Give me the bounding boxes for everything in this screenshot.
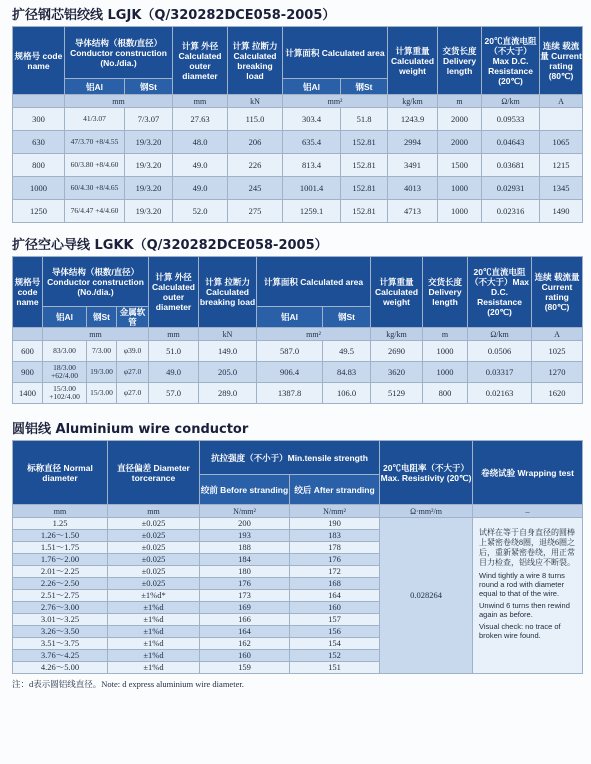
lgjk-header-outer: 计算 外径 Calculated outer diameter	[173, 27, 228, 95]
cell-code: 1400	[13, 383, 43, 404]
unit-cell: Ω/km	[482, 95, 540, 108]
lgkk-table	[12, 256, 583, 404]
cell-diameter: 3.76～4.25	[13, 650, 108, 662]
cell-area-st: 152.81	[341, 200, 388, 223]
cell-code: 900	[13, 362, 43, 383]
cell-code: 1250	[13, 200, 65, 223]
cell-resistance: 0.02163	[468, 383, 532, 404]
unit-cell: Ω·mm²/m	[380, 505, 473, 518]
unit-cell: A	[540, 95, 583, 108]
cell-after: 152	[290, 650, 380, 662]
cell-area-st: 49.5	[323, 341, 371, 362]
cell-breaking: 226	[228, 154, 283, 177]
cell-current: 1270	[532, 362, 583, 383]
unit-cell: mm	[108, 505, 200, 518]
unit-cell: mm	[149, 328, 199, 341]
cell-area-st: 152.81	[341, 131, 388, 154]
lgkk-header-code: 规格号 code name	[13, 257, 43, 328]
cell-before: 173	[200, 590, 290, 602]
cell-before: 160	[200, 650, 290, 662]
cell-weight: 2690	[371, 341, 423, 362]
unit-cell: mm²	[257, 328, 371, 341]
cell-diameter: 3.01～3.25	[13, 614, 108, 626]
cell-diameter: 2.76～3.00	[13, 602, 108, 614]
lgjk-header-area-al: 铝Al	[283, 79, 341, 95]
cell-after: 176	[290, 554, 380, 566]
cell-st: 7/3.00	[87, 341, 117, 362]
lgkk-header-outer: 计算 外径 Calculated outer diameter	[149, 257, 199, 328]
cell-area-st: 152.81	[341, 154, 388, 177]
lgjk-header-delivery: 交货长度 Delivery length	[438, 27, 482, 95]
cell-before: 166	[200, 614, 290, 626]
cell-area-al: 1387.8	[257, 383, 323, 404]
cell-area-al: 635.4	[283, 131, 341, 154]
cell-area-al: 587.0	[257, 341, 323, 362]
cell-diameter: 1.51～1.75	[13, 542, 108, 554]
cell-after: 164	[290, 590, 380, 602]
lgjk-header-weight: 计算重量 Calculated weight	[388, 27, 438, 95]
cell-tolerance: ±0.025	[108, 566, 200, 578]
lgjk-header-area-st: 钢St	[341, 79, 388, 95]
lgjk-header-resistance: 20℃直流电阻（不大于）Max D.C. Resistance (20℃)	[482, 27, 540, 95]
cell-after: 151	[290, 662, 380, 674]
cell-after: 160	[290, 602, 380, 614]
lgjk-table	[12, 26, 583, 223]
cell-tolerance: ±0.025	[108, 554, 200, 566]
lgkk-header-area-st: 钢St	[323, 307, 371, 328]
cell-al: 60/4.30 +8/4.65	[65, 177, 125, 200]
lgjk-header-st: 钢St	[125, 79, 173, 95]
unit-cell: A	[532, 328, 583, 341]
cell-area-al: 813.4	[283, 154, 341, 177]
cell-outer: 27.63	[173, 108, 228, 131]
cell-resistance: 0.04643	[482, 131, 540, 154]
cell-area-st: 152.81	[341, 177, 388, 200]
cell-outer: 48.0	[173, 131, 228, 154]
table-row	[13, 383, 583, 404]
cell-st: 19/3.20	[125, 154, 173, 177]
unit-cell: Ω/km	[468, 328, 532, 341]
unit-cell	[13, 328, 43, 341]
cell-tolerance: ±1%d	[108, 650, 200, 662]
cell-outer: 49.0	[173, 177, 228, 200]
lgkk-header-delivery: 交货长度 Delivery length	[423, 257, 468, 328]
cell-current: 1065	[540, 131, 583, 154]
lgkk-header-resistance: 20℃直流电阻（不大于）Max D.C. Resistance (20℃)	[468, 257, 532, 328]
table-row	[13, 108, 583, 131]
lgkk-header-area-al: 铝Al	[257, 307, 323, 328]
cell-breaking: 205.0	[199, 362, 257, 383]
cell-outer: 52.0	[173, 200, 228, 223]
cell-weight: 3620	[371, 362, 423, 383]
cell-diameter: 2.01～2.25	[13, 566, 108, 578]
lgjk-header-code: 规格号 code name	[13, 27, 65, 95]
unit-cell: m	[438, 95, 482, 108]
table-row	[13, 341, 583, 362]
cell-after: 157	[290, 614, 380, 626]
unit-cell: N/mm²	[200, 505, 290, 518]
cell-al: 18/3.00 +62/4.00	[43, 362, 87, 383]
cell-after: 183	[290, 530, 380, 542]
cell-weight: 4713	[388, 200, 438, 223]
cell-diameter: 3.51～3.75	[13, 638, 108, 650]
cell-metal: φ27.0	[117, 362, 149, 383]
unit-cell: kN	[199, 328, 257, 341]
cell-code: 600	[13, 341, 43, 362]
cell-breaking: 206	[228, 131, 283, 154]
cell-st: 19/3.20	[125, 177, 173, 200]
cell-st: 19/3.20	[125, 200, 173, 223]
cell-delivery: 1000	[423, 362, 468, 383]
cell-outer: 49.0	[149, 362, 199, 383]
cell-weight: 4013	[388, 177, 438, 200]
cell-area-al: 906.4	[257, 362, 323, 383]
lgkk-header-breaking: 计算 拉断力 Calculated breaking load	[199, 257, 257, 328]
cell-current: 1620	[532, 383, 583, 404]
cell-resistance: 0.03681	[482, 154, 540, 177]
cell-outer: 51.0	[149, 341, 199, 362]
cell-before: 169	[200, 602, 290, 614]
cell-after: 178	[290, 542, 380, 554]
cell-diameter: 2.51～2.75	[13, 590, 108, 602]
cell-tolerance: ±1%d	[108, 602, 200, 614]
cell-tolerance: ±0.025	[108, 530, 200, 542]
cell-resistance: 0.02316	[482, 200, 540, 223]
cell-delivery: 1000	[438, 200, 482, 223]
unit-cell: mm	[65, 95, 173, 108]
cell-delivery: 2000	[438, 108, 482, 131]
unit-cell: kg/km	[371, 328, 423, 341]
lgkk-header-metal: 金属软管	[117, 307, 149, 328]
cell-st: 7/3.07	[125, 108, 173, 131]
cell-current: 1215	[540, 154, 583, 177]
wrapping-note-en-3: Visual check: no trace of broken wire found.	[479, 622, 561, 640]
cell-before: 159	[200, 662, 290, 674]
cell-code: 800	[13, 154, 65, 177]
cell-after: 156	[290, 626, 380, 638]
wrapping-note-en-1: Wind tightly a wire 8 turns round a rod with diameter equal to that of the wire.	[479, 571, 565, 598]
cell-tolerance: ±0.025	[108, 578, 200, 590]
lgkk-header-weight: 计算重量 Calculated weight	[371, 257, 423, 328]
cell-delivery: 2000	[438, 131, 482, 154]
cell-before: 193	[200, 530, 290, 542]
wrapping-note	[473, 518, 583, 674]
unit-cell	[13, 95, 65, 108]
cell-breaking: 289.0	[199, 383, 257, 404]
cell-weight: 3491	[388, 154, 438, 177]
lgjk-header-area: 计算面积 Calculated area	[283, 27, 388, 79]
alwire-header-after: 绞后 After stranding	[290, 475, 380, 505]
cell-tolerance: ±1%d	[108, 662, 200, 674]
cell-before: 162	[200, 638, 290, 650]
lgkk-header-area: 计算面积 Calculated area	[257, 257, 371, 307]
unit-cell: mm	[13, 505, 108, 518]
cell-tolerance: ±0.025	[108, 518, 200, 530]
cell-after: 154	[290, 638, 380, 650]
cell-tolerance: ±1%d	[108, 614, 200, 626]
unit-cell: –	[473, 505, 583, 518]
lgkk-header-al: 铝Al	[43, 307, 87, 328]
cell-st: 15/3.00	[87, 383, 117, 404]
table-row	[13, 154, 583, 177]
cell-al: 60/3.80 +8/4.60	[65, 154, 125, 177]
cell-resistivity: 0.028264	[380, 518, 473, 674]
cell-al: 76/4.47 +4/4.60	[65, 200, 125, 223]
cell-al: 41/3.07	[65, 108, 125, 131]
cell-area-al: 1259.1	[283, 200, 341, 223]
cell-delivery: 800	[423, 383, 468, 404]
cell-before: 180	[200, 566, 290, 578]
wrapping-note-en-2: Unwind 6 turns then rewind again as before.	[479, 601, 570, 619]
cell-current: 1490	[540, 200, 583, 223]
lgkk-header-structure: 导体结构（根数/直径）Conductor construction (No./dia.)	[43, 257, 149, 307]
cell-before: 164	[200, 626, 290, 638]
cell-tolerance: ±1%d	[108, 638, 200, 650]
cell-weight: 5129	[371, 383, 423, 404]
table-row	[13, 177, 583, 200]
cell-tolerance: ±1%d*	[108, 590, 200, 602]
cell-diameter: 4.26～5.00	[13, 662, 108, 674]
lgjk-header-al: 铝Al	[65, 79, 125, 95]
alwire-header-wrapping: 卷绕试验 Wrapping test	[473, 441, 583, 505]
cell-code: 300	[13, 108, 65, 131]
cell-tolerance: ±0.025	[108, 542, 200, 554]
cell-al: 15/3.00 +102/4.00	[43, 383, 87, 404]
cell-before: 176	[200, 578, 290, 590]
alwire-header-tolerance: 直径偏差 Diameter torcerance	[108, 441, 200, 505]
cell-st: 19/3.20	[125, 131, 173, 154]
alwire-header-tensile: 抗拉强度（不小于）Min.tensile strength	[200, 441, 380, 475]
cell-delivery: 1500	[438, 154, 482, 177]
alwire-title: 圆铝线 Aluminium wire conductor	[12, 422, 249, 437]
cell-tolerance: ±1%d	[108, 626, 200, 638]
cell-area-al: 1001.4	[283, 177, 341, 200]
alwire-header-before: 绞前 Before stranding	[200, 475, 290, 505]
cell-weight: 2994	[388, 131, 438, 154]
alwire-table	[12, 440, 583, 674]
cell-area-al: 303.4	[283, 108, 341, 131]
cell-area-st: 84.83	[323, 362, 371, 383]
cell-current	[540, 108, 583, 131]
alwire-header-nominal: 标称直径 Normal diameter	[13, 441, 108, 505]
cell-diameter: 1.76～2.00	[13, 554, 108, 566]
lgjk-title: 扩径钢芯铝绞线 LGJK（Q/320282DCE058-2005）	[12, 8, 336, 23]
unit-cell: mm	[173, 95, 228, 108]
cell-before: 200	[200, 518, 290, 530]
cell-breaking: 245	[228, 177, 283, 200]
table-row	[13, 518, 583, 530]
cell-after: 168	[290, 578, 380, 590]
footnote: 注：d表示圆铝线直径。Note: d express aluminium wire diameter.	[12, 679, 244, 689]
cell-resistance: 0.02931	[482, 177, 540, 200]
unit-cell: mm²	[283, 95, 388, 108]
lgkk-header-st: 钢St	[87, 307, 117, 328]
lgjk-header-structure: 导体结构（根数/直径）Conductor construction (No./dia.)	[65, 27, 173, 79]
cell-delivery: 1000	[438, 177, 482, 200]
wrapping-note-cn: 试样在等于自身直径的圆棒上紧密卷绕8圈，退绕6圈之后，重新紧密卷绕，用正常目力检查，铝线应不断裂。	[479, 528, 576, 567]
cell-metal: φ27.0	[117, 383, 149, 404]
cell-before: 184	[200, 554, 290, 566]
cell-diameter: 1.26～1.50	[13, 530, 108, 542]
table-row	[13, 362, 583, 383]
cell-current: 1345	[540, 177, 583, 200]
cell-diameter: 2.26～2.50	[13, 578, 108, 590]
alwire-header-resistivity: 20℃电阻率（不大于）Max. Resistivity (20℃)	[380, 441, 473, 505]
cell-diameter: 3.26～3.50	[13, 626, 108, 638]
cell-resistance: 0.09533	[482, 108, 540, 131]
unit-cell: kg/km	[388, 95, 438, 108]
unit-cell: kN	[228, 95, 283, 108]
cell-code: 630	[13, 131, 65, 154]
cell-metal: φ39.0	[117, 341, 149, 362]
cell-after: 190	[290, 518, 380, 530]
cell-al: 83/3.00	[43, 341, 87, 362]
cell-resistance: 0.0506	[468, 341, 532, 362]
lgkk-title: 扩径空心导线 LGKK（Q/320282DCE058-2005）	[12, 238, 328, 253]
lgjk-header-current: 连续 载流量 Current rating (80℃)	[540, 27, 583, 95]
cell-weight: 1243.9	[388, 108, 438, 131]
cell-breaking: 115.0	[228, 108, 283, 131]
cell-area-st: 51.8	[341, 108, 388, 131]
cell-delivery: 1000	[423, 341, 468, 362]
lgjk-header-breaking: 计算 拉断力 Calculated breaking load	[228, 27, 283, 95]
cell-code: 1000	[13, 177, 65, 200]
cell-diameter: 1.25	[13, 518, 108, 530]
unit-cell: mm	[43, 328, 149, 341]
cell-current: 1025	[532, 341, 583, 362]
cell-outer: 49.0	[173, 154, 228, 177]
cell-resistance: 0.03317	[468, 362, 532, 383]
unit-cell: m	[423, 328, 468, 341]
table-row	[13, 131, 583, 154]
cell-st: 19/3.00	[87, 362, 117, 383]
cell-before: 188	[200, 542, 290, 554]
cell-outer: 57.0	[149, 383, 199, 404]
cell-after: 172	[290, 566, 380, 578]
unit-cell: N/mm²	[290, 505, 380, 518]
cell-breaking: 275	[228, 200, 283, 223]
lgkk-header-current: 连续 载流量 Current rating (80℃)	[532, 257, 583, 328]
table-row	[13, 200, 583, 223]
cell-breaking: 149.0	[199, 341, 257, 362]
cell-al: 47/3.70 +8/4.55	[65, 131, 125, 154]
cell-area-st: 106.0	[323, 383, 371, 404]
